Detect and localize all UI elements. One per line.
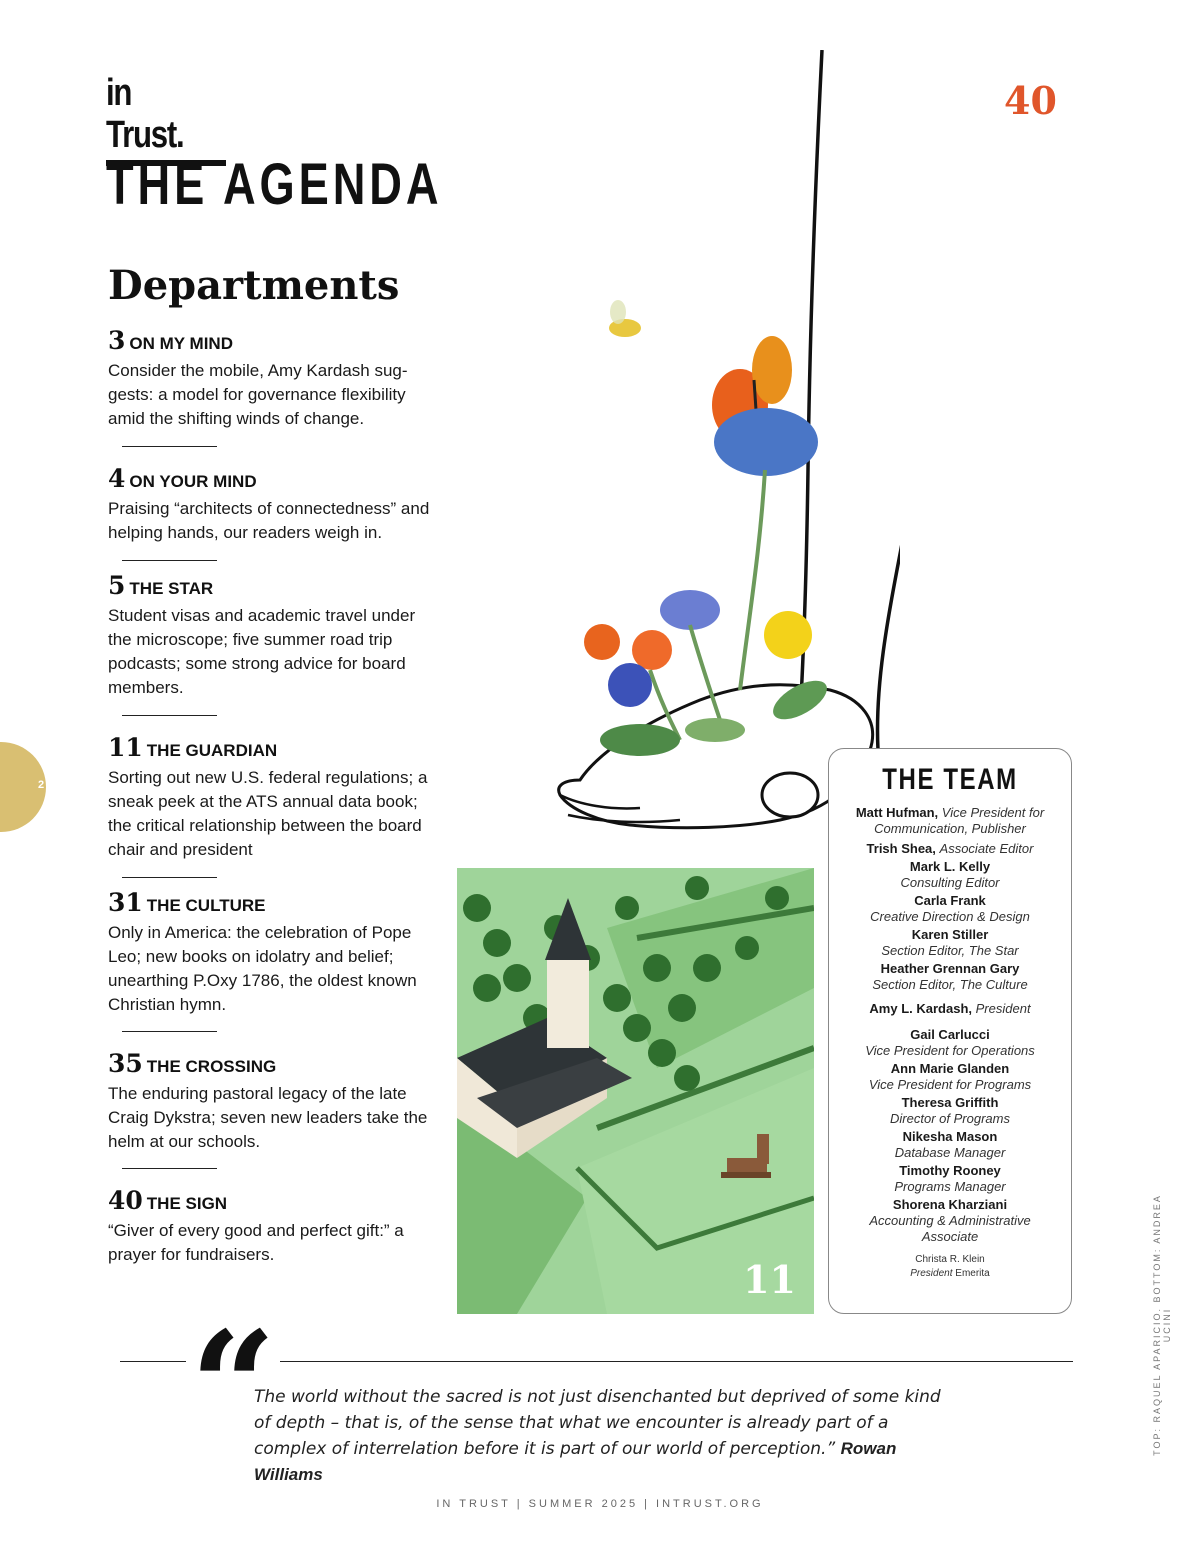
department-name: ON MY MIND	[129, 334, 233, 353]
divider	[122, 877, 217, 878]
photo-page-number: 11	[743, 1257, 796, 1302]
member-name: Amy L. Kardash,	[869, 1001, 973, 1016]
pull-quote	[254, 1384, 954, 1488]
member-name: Mark L. Kelly	[909, 859, 991, 874]
member-role: Associate Editor	[939, 841, 1034, 856]
team-member	[829, 927, 1071, 959]
bee-icon	[609, 300, 641, 337]
department-description: Consider the mobile, Amy Kardash sug-gests: a model for governance flexibility amid the shifting winds of change.	[108, 361, 408, 428]
member-role: Vice President for Programs	[868, 1077, 1032, 1092]
department-number: 4	[108, 464, 126, 493]
department-description: Only in America: the celebration of Pope Leo; new books on idolatry and belief; unearthing P.Oxy 1786, the oldest known Christian hymn.	[108, 923, 417, 1014]
department-item	[108, 1049, 438, 1154]
department-name: THE GUARDIAN	[146, 741, 278, 760]
member-role: Programs Manager	[894, 1179, 1006, 1194]
team-list	[829, 805, 1071, 1245]
department-name: THE CROSSING	[146, 1057, 277, 1076]
church-illustration-photo	[457, 868, 814, 1314]
aerial-church-illustration	[457, 868, 814, 1314]
departments-heading: Departments	[108, 262, 400, 309]
team-member	[829, 1197, 1071, 1245]
member-name: Carla Frank	[914, 893, 986, 908]
page-title: THE AGENDA	[106, 152, 443, 217]
team-member	[829, 1001, 1071, 1017]
department-description: The enduring pastoral legacy of the late Craig Dykstra; seven new leaders take the helm at our schools.	[108, 1084, 428, 1151]
logo-text: in Trust.	[106, 72, 184, 156]
emerita-suffix: Emerita	[955, 1268, 990, 1279]
emerita-role: President	[910, 1268, 953, 1279]
team-member	[829, 893, 1071, 925]
member-name: Timothy Rooney	[899, 1163, 1001, 1178]
divider	[122, 1031, 217, 1032]
page-number-badge	[0, 742, 46, 832]
team-title: THE TEAM	[882, 763, 1018, 796]
member-role: Accounting & Administrative Associate	[869, 1213, 1031, 1244]
department-description: “Giver of every good and perfect gift:” a prayer for fundraisers.	[108, 1221, 404, 1264]
member-role: Section Editor, The Culture	[872, 977, 1028, 992]
department-description: Sorting out new U.S. federal regulations; a sneak peek at the ATS annual data book; the critical relationship between the board chair and president	[108, 768, 428, 859]
member-name: Karen Stiller	[911, 927, 989, 942]
department-item	[108, 888, 438, 1017]
member-name: Ann Marie Glanden	[890, 1061, 1010, 1076]
department-item	[108, 571, 438, 700]
page-footer: IN TRUST | SUMMER 2025 | INTRUST.ORG	[436, 1498, 764, 1510]
department-item	[108, 733, 438, 862]
department-number: 11	[108, 733, 143, 762]
team-member	[829, 1129, 1071, 1161]
feature-page-number: 40	[1004, 78, 1057, 123]
member-name: Nikesha Mason	[902, 1129, 998, 1144]
department-item	[108, 1186, 438, 1267]
emerita-name: Christa R. Klein	[915, 1254, 985, 1265]
member-name: Shorena Kharziani	[892, 1197, 1008, 1212]
department-name: THE SIGN	[146, 1194, 228, 1213]
department-name: THE STAR	[129, 579, 214, 598]
member-role: Creative Direction & Design	[870, 909, 1030, 924]
department-item	[108, 464, 438, 545]
member-role: Section Editor, The Star	[881, 943, 1019, 958]
department-number: 35	[108, 1049, 143, 1078]
team-member	[829, 1163, 1071, 1195]
page-number: 2	[38, 779, 45, 791]
divider	[122, 715, 217, 716]
team-member	[829, 841, 1071, 857]
department-description: Praising “architects of connectedness” and helping hands, our readers weigh in.	[108, 499, 430, 542]
member-role: Vice President for Communication, Publisher	[874, 805, 1045, 836]
department-number: 40	[108, 1186, 143, 1215]
member-role: Database Manager	[894, 1145, 1006, 1160]
member-name: Gail Carlucci	[910, 1027, 990, 1042]
divider	[122, 1168, 217, 1169]
divider	[122, 446, 217, 447]
department-description: Student visas and academic travel under the microscope; five summer road trip podcasts; some strong advice for board members.	[108, 606, 416, 697]
hand-flowers-illustration	[540, 50, 900, 840]
department-number: 5	[108, 571, 126, 600]
member-role: Director of Programs	[890, 1111, 1010, 1126]
team-box	[828, 748, 1072, 1314]
team-member	[829, 859, 1071, 891]
department-item	[108, 326, 438, 431]
member-name: Trish Shea,	[866, 841, 936, 856]
member-name: Heather Grennan Gary	[880, 961, 1020, 976]
photo-credit: TOP: RAQUEL APARICIO. BOTTOM: ANDREA UCINI	[1152, 1194, 1172, 1456]
team-member	[829, 1061, 1071, 1093]
team-member	[829, 805, 1071, 837]
member-name: Matt Hufman,	[855, 805, 939, 820]
quote-text: The world without the sacred is not just disenchanted but deprived of some kind of depth – that is, of the sense that what we encounter is already part of a complex of interrelation before it is part of our world of perception.”	[254, 1387, 941, 1459]
member-role: Consulting Editor	[900, 875, 1000, 890]
department-number: 3	[108, 326, 126, 355]
department-number: 31	[108, 888, 143, 917]
department-name: ON YOUR MIND	[129, 472, 257, 491]
quote-mark-icon: “	[186, 1312, 280, 1462]
team-member	[829, 1027, 1071, 1059]
member-name: Theresa Griffith	[901, 1095, 999, 1110]
divider	[122, 560, 217, 561]
team-member	[829, 961, 1071, 993]
member-role: President	[975, 1001, 1031, 1016]
department-name: THE CULTURE	[146, 896, 266, 915]
quote-author: Rowan Williams	[254, 1439, 897, 1484]
team-member	[829, 1095, 1071, 1127]
team-emerita	[829, 1253, 1071, 1281]
member-role: Vice President for Operations	[865, 1043, 1035, 1058]
